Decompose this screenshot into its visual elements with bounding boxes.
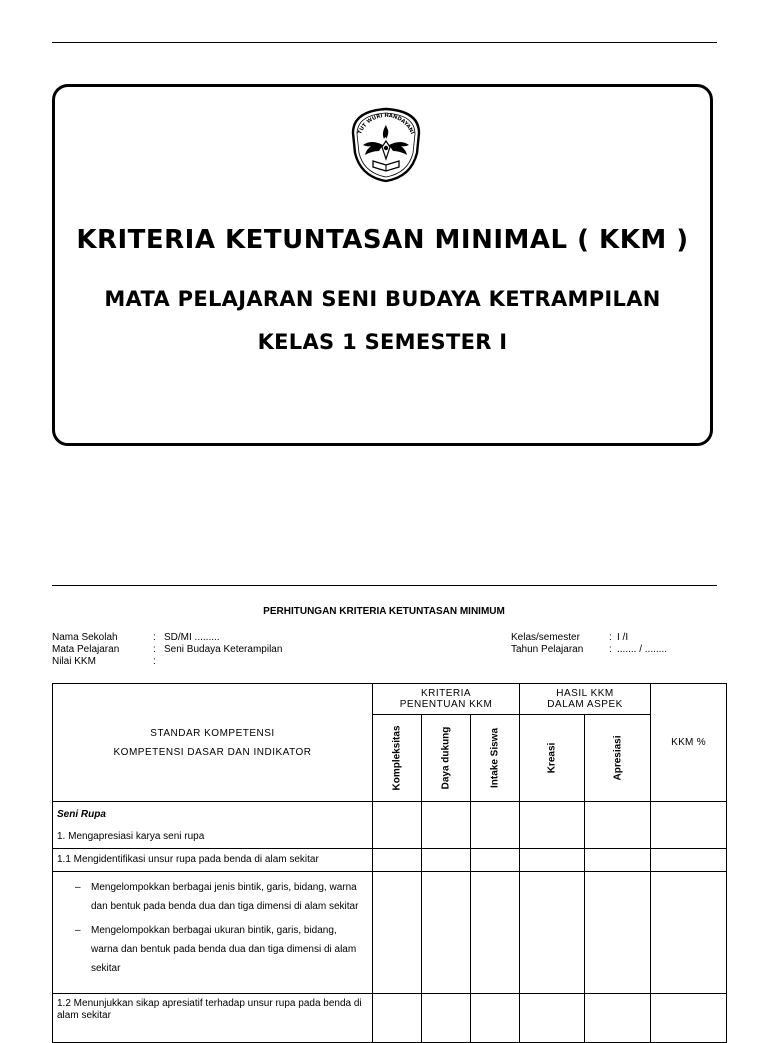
header-hasil-group <box>520 684 651 715</box>
header-label: Daya dukung <box>440 726 452 790</box>
table-cell <box>651 994 727 1043</box>
table-cell <box>520 872 585 994</box>
section-rule <box>52 585 717 586</box>
info-value: I /I <box>617 632 629 643</box>
table-cell <box>422 994 471 1043</box>
cover-subtitle-class: KELAS 1 SEMESTER I <box>257 330 508 354</box>
section-title: Seni Rupa <box>57 809 106 820</box>
info-row-tahun-pelajaran <box>511 644 721 656</box>
header-standar-kompetensi <box>53 684 373 802</box>
header-sk-line2: KOMPETENSI DASAR DAN INDIKATOR <box>113 746 312 758</box>
info-row-mata-pelajaran <box>52 644 352 656</box>
header-kreasi <box>520 715 585 802</box>
indicator-text: Mengelompokkan berbagai jenis bintik, garis, bidang, warna dan bentuk pada benda dua dan tiga dimensi di alam sekitar <box>91 882 359 912</box>
header-daya-dukung <box>422 715 471 802</box>
svg-text:TUT WURI HANDAYANI: TUT WURI HANDAYANI <box>357 112 415 136</box>
info-separator: : <box>153 632 156 643</box>
cover-title: KRITERIA KETUNTASAN MINIMAL ( KKM ) <box>76 225 689 255</box>
header-intake-siswa <box>471 715 520 802</box>
table-row <box>53 849 727 872</box>
info-label: Kelas/semester <box>511 632 580 643</box>
info-value: Seni Budaya Keterampilan <box>164 644 283 655</box>
kd-1-1-cell: 1.1 Mengidentifikasi unsur rupa pada benda di alam sekitar <box>53 849 373 872</box>
table-cell <box>585 849 651 872</box>
table-cell <box>471 872 520 994</box>
header-label: Kreasi <box>546 742 558 774</box>
info-value: SD/MI ......... <box>164 632 220 643</box>
indicator-text: Mengelompokkan berbagai ukuran bintik, garis, bidang, warna dan bentuk pada benda dua dan tiga dimensi di alam sekitar <box>91 925 357 974</box>
header-kompleksitas <box>373 715 422 802</box>
table-cell <box>471 994 520 1043</box>
table-cell <box>373 994 422 1043</box>
document-heading: PERHITUNGAN KRITERIA KETUNTASAN MINIMUM <box>263 606 505 617</box>
cover-box <box>52 84 713 446</box>
table-cell <box>373 849 422 872</box>
table-cell <box>585 994 651 1043</box>
table-row <box>53 802 727 849</box>
header-label: Apresiasi <box>612 735 624 781</box>
info-label: Nama Sekolah <box>52 632 118 643</box>
table-cell <box>471 849 520 872</box>
dash-bullet: – <box>75 882 81 893</box>
table-cell <box>520 994 585 1043</box>
header-kriteria-line2: PENENTUAN KKM <box>399 699 493 710</box>
header-kkm-percent: KKM % <box>651 684 727 802</box>
header-hasil-line1: HASIL KKM <box>556 688 614 699</box>
table-cell <box>471 802 520 849</box>
tut-wuri-handayani-logo <box>345 103 427 185</box>
table-cell <box>651 802 727 849</box>
header-kriteria-line1: KRITERIA <box>420 688 472 699</box>
row-section-cell <box>53 802 373 849</box>
info-label: Tahun Pelajaran <box>511 644 584 655</box>
cover-subtitle-subject: MATA PELAJARAN SENI BUDAYA KETRAMPILAN <box>104 287 661 311</box>
kd-1-2-cell <box>53 994 373 1043</box>
table-row <box>53 994 727 1043</box>
header-label: Intake Siswa <box>489 727 501 789</box>
info-separator: : <box>153 656 156 667</box>
info-row-kelas-semester <box>511 632 721 644</box>
header-label: Kompleksitas <box>391 725 403 791</box>
table-cell <box>651 872 727 994</box>
table-cell <box>373 802 422 849</box>
info-row-nama-sekolah <box>52 632 352 644</box>
header-apresiasi <box>585 715 651 802</box>
info-value: ....... / ........ <box>617 644 668 655</box>
info-separator: : <box>609 632 612 643</box>
table-cell <box>373 872 422 994</box>
info-label: Mata Pelajaran <box>52 644 120 655</box>
kd-1-2-text: 1.2 Menunjukkan sikap apresiatif terhadap unsur rupa pada benda di alam sekitar <box>57 998 362 1021</box>
info-separator: : <box>153 644 156 655</box>
info-row-nilai-kkm <box>52 656 352 668</box>
indicator-item <box>57 921 360 978</box>
info-label: Nilai KKM <box>52 656 96 667</box>
table-cell <box>520 802 585 849</box>
table-cell <box>422 872 471 994</box>
header-hasil-line2: DALAM ASPEK <box>547 699 623 710</box>
info-separator: : <box>609 644 612 655</box>
table-cell <box>422 802 471 849</box>
table-row <box>53 872 727 994</box>
dash-bullet: – <box>75 925 81 936</box>
table-cell <box>585 872 651 994</box>
table-cell <box>422 849 471 872</box>
table-cell <box>520 849 585 872</box>
indicator-item <box>57 878 360 916</box>
header-kriteria-group <box>373 684 520 715</box>
top-rule <box>52 42 717 43</box>
table-cell <box>651 849 727 872</box>
indicator-cell <box>53 872 373 994</box>
header-sk-line1: STANDAR KOMPETENSI <box>150 727 275 739</box>
table-header-row <box>53 684 727 715</box>
standar-kompetensi-1: 1. Mengapresiasi karya seni rupa <box>57 831 205 842</box>
table-cell <box>585 802 651 849</box>
kkm-table <box>52 683 727 1043</box>
